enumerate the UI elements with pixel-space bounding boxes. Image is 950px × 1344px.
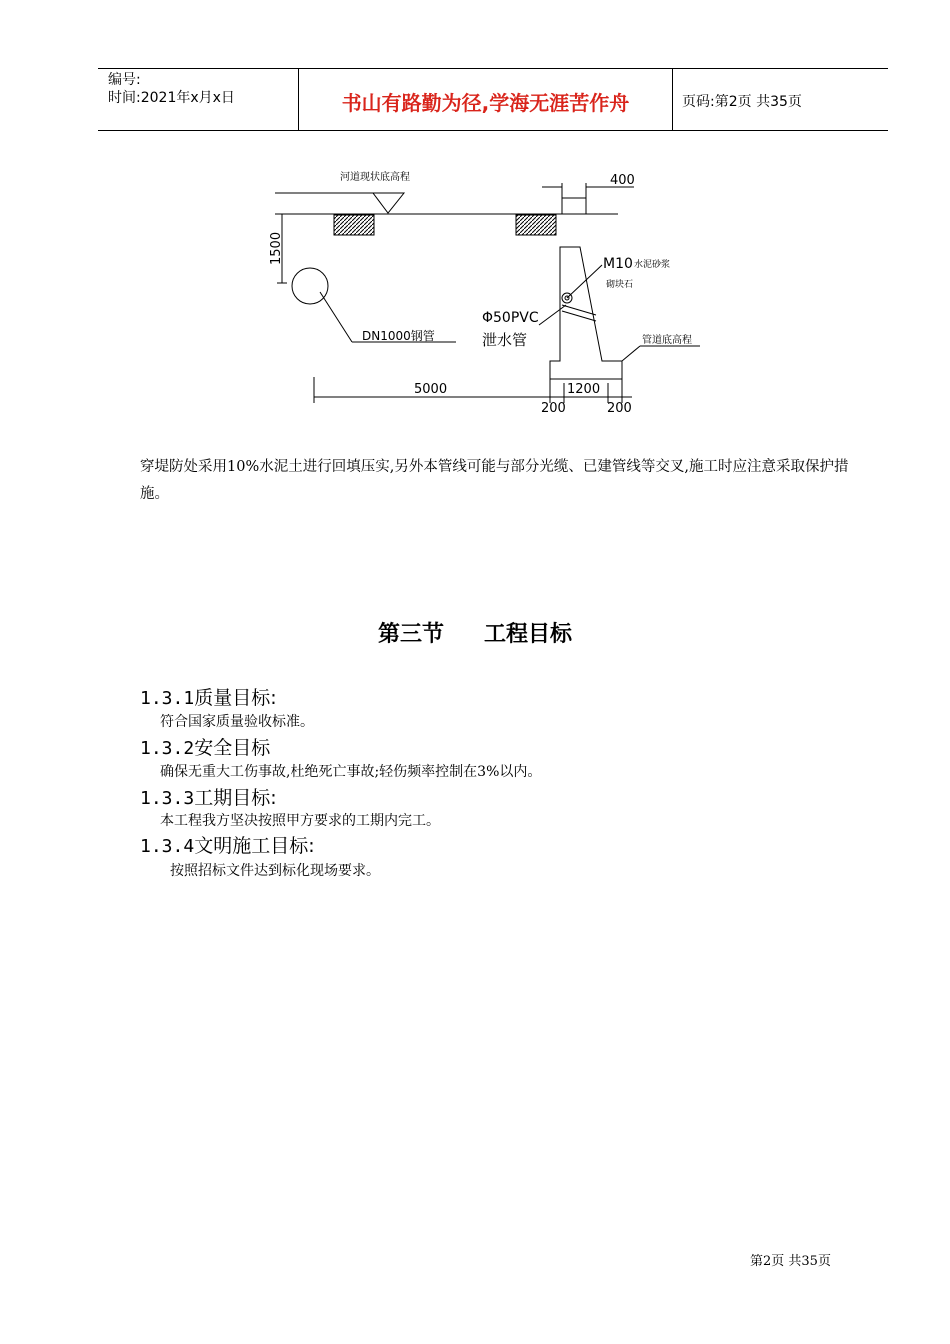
- dim-5000: 5000: [414, 382, 448, 397]
- steel-pipe-circle: [292, 268, 328, 304]
- leader-line: [320, 292, 352, 342]
- goal-number: 1.3.2: [140, 738, 195, 759]
- wall-joint: [562, 311, 596, 321]
- goal-heading: [140, 783, 277, 810]
- header-motto: 书山有路勤为径,学海无涯苦作舟: [341, 91, 630, 115]
- page-footer: 第2页 共35页: [750, 1254, 831, 1269]
- wall-cap: [562, 198, 586, 214]
- goal-text: 符合国家质量验收标准。: [160, 714, 314, 730]
- section-heading: [0, 617, 950, 648]
- elevation-marker: [373, 193, 404, 213]
- wall-joint: [562, 305, 596, 315]
- page-header: [98, 68, 888, 131]
- pvc-label: Φ50PVC: [482, 310, 539, 326]
- dim-1500: 1500: [269, 231, 284, 265]
- goal-title: 文明施工目标:: [194, 835, 315, 857]
- goal-title: 安全目标: [194, 737, 271, 759]
- soil-block: [334, 215, 374, 235]
- goal-heading: [140, 831, 315, 858]
- header-divider: [672, 69, 673, 130]
- goal-title: 质量目标:: [194, 687, 277, 709]
- dim-200-right: 200: [607, 401, 632, 416]
- goal-number: 1.3.1: [140, 688, 195, 709]
- goal-text: 确保无重大工伤事故,杜绝死亡事故;轻伤频率控制在3%以内。: [160, 764, 542, 780]
- header-page-info: 页码:第2页 共35页: [682, 94, 802, 110]
- dim-1200: 1200: [567, 382, 601, 397]
- stone-label: 砌块石: [606, 280, 634, 290]
- header-meta: [108, 71, 298, 107]
- goal-heading: [140, 733, 270, 760]
- drain-label: 泄水管: [482, 331, 528, 349]
- pipe-bottom-label: 管道底高程: [642, 335, 692, 346]
- goal-number: 1.3.3: [140, 788, 195, 809]
- leader-line: [622, 346, 640, 361]
- goal-text: 按照招标文件达到标化现场要求。: [170, 863, 380, 879]
- body-paragraph: 穿堤防处采用10%水泥土进行回填压实,另外本管线可能与部分光缆、已建管线等交叉,施工时应注意采取保护措施。: [140, 459, 849, 502]
- m10-label: M10: [603, 256, 633, 272]
- pipe-crossing-drawing: [260, 165, 720, 425]
- goal-heading: [140, 683, 277, 710]
- section-title: 工程目标: [484, 622, 573, 647]
- dim-400: 400: [610, 173, 635, 188]
- goal-number: 1.3.4: [140, 836, 195, 857]
- goal-text: 本工程我方坚决按照甲方要求的工期内完工。: [160, 813, 440, 829]
- steel-pipe-label: DN1000钢管: [362, 329, 435, 343]
- header-time: 时间:2021年x月x日: [108, 90, 235, 106]
- soil-block: [516, 215, 556, 235]
- section-number: 第三节: [377, 622, 444, 647]
- header-number: 编号:: [108, 72, 141, 88]
- riverbed-label: 河道现状底高程: [340, 172, 410, 183]
- mortar-label: 水泥砂浆: [634, 260, 671, 270]
- dim-200-left: 200: [541, 401, 566, 416]
- goal-title: 工期目标:: [194, 787, 277, 809]
- leader-line: [539, 305, 566, 325]
